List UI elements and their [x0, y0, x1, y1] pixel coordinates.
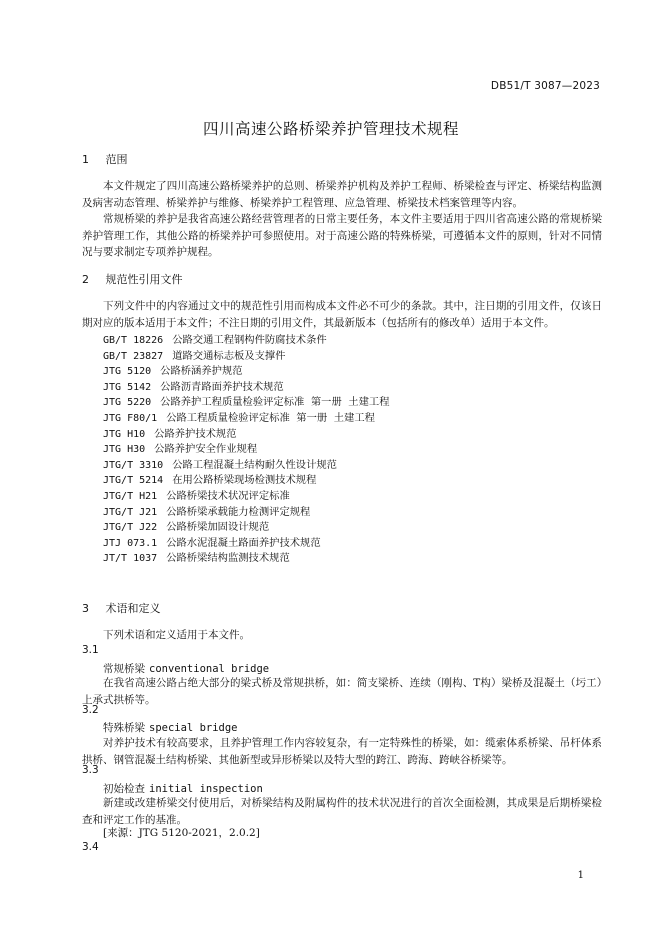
term-name-zh: 初始检查 — [103, 783, 145, 795]
document-code: DB51/T 3087—2023 — [490, 80, 600, 92]
reference-title: 道路交通标志板及支撑件 — [172, 349, 286, 362]
term-name — [103, 661, 269, 676]
reference-title: 公路桥梁加固设计规范 — [166, 521, 270, 534]
reference-code: JTG 5142 — [103, 381, 152, 393]
section-1-heading — [82, 151, 128, 167]
reference-code: JTJ 073.1 — [103, 537, 158, 549]
reference-title: 公路养护工程质量检验评定标准 第一册 土建工程 — [160, 396, 390, 409]
term-name-en: special bridge — [149, 722, 238, 734]
section-2-heading — [82, 271, 183, 287]
reference-item — [103, 427, 390, 443]
reference-item — [103, 458, 390, 474]
terms-intro: 下列术语和定义适用于本文件。 — [103, 629, 250, 641]
term-name-zh: 常规桥梁 — [103, 663, 145, 675]
term-name — [103, 720, 238, 735]
reference-title: 公路沥青路面养护技术规范 — [160, 380, 284, 393]
reference-title: 公路养护技术规范 — [154, 427, 237, 440]
reference-code: JTG/T J21 — [103, 506, 158, 518]
reference-item — [103, 333, 390, 349]
term-source: [来源：JTG 5120-2021，2.0.2] — [103, 827, 260, 839]
reference-title: 公路桥梁承载能力检测评定规程 — [166, 505, 311, 518]
term-name — [103, 781, 263, 796]
scope-paragraph-1: 本文件规定了四川高速公路桥梁养护的总则、桥梁养护机构及养护工程师、桥梁检查与评定、桥梁结构监测及病害动态管理、桥梁养护与维修、桥梁养护工程管理、应急管理、桥梁技术档案管理等内容。 — [82, 180, 602, 209]
reference-code: JTG/T 5214 — [103, 475, 164, 487]
section-number: 3 — [82, 602, 89, 615]
section-title: 规范性引用文件 — [105, 273, 183, 286]
reference-code: JTG H30 — [103, 444, 146, 456]
reference-code: JTG/T H21 — [103, 490, 158, 502]
term-name-zh: 特殊桥梁 — [103, 722, 145, 734]
term-definition: 对养护技术有较高要求，且养护管理工作内容较复杂，有一定特殊性的桥梁，如：缆索体系桥梁、吊杆体系拱桥、钢管混凝土结构桥梁、其他新型或异形桥梁以及特大型的跨江、跨海、跨峡谷桥梁等。 — [82, 737, 602, 766]
reference-item — [103, 364, 390, 380]
reference-item — [103, 505, 390, 521]
reference-title: 公路桥梁结构监测技术规范 — [166, 552, 290, 565]
reference-title: 公路工程混凝土结构耐久性设计规范 — [172, 458, 337, 471]
reference-code: JTG H10 — [103, 428, 146, 440]
reference-item — [103, 473, 390, 489]
reference-item — [103, 395, 390, 411]
term-number: 3.3 — [82, 764, 99, 776]
section-3-heading — [82, 600, 161, 616]
term-name-en: conventional bridge — [149, 663, 270, 675]
reference-item — [103, 551, 390, 567]
reference-code: GB/T 23827 — [103, 350, 164, 362]
section-number: 2 — [82, 273, 89, 286]
reference-code: JTG 5220 — [103, 397, 152, 409]
reference-title: 公路工程质量检验评定标准 第一册 土建工程 — [166, 411, 375, 424]
reference-code: JTG F80/1 — [103, 412, 158, 424]
section-title: 术语和定义 — [105, 602, 161, 615]
section-title: 范围 — [105, 153, 128, 166]
reference-code: JTG/T J22 — [103, 522, 158, 534]
reference-item — [103, 442, 390, 458]
term-definition: 新建或改建桥梁交付使用后，对桥梁结构及附属构件的技术状况进行的首次全面检测，其成果是后期桥梁检查和评定工作的基准。 — [82, 797, 602, 826]
document-title: 四川高速公路桥梁养护管理技术规程 — [202, 120, 459, 138]
references-intro: 下列文件中的内容通过文中的规范性引用而构成本文件必不可少的条款。其中，注日期的引用文件，仅该日期对应的版本适用于本文件；不注日期的引用文件，其最新版本（包括所有的修改单）适用于本文件。 — [82, 300, 602, 329]
reference-title: 公路养护安全作业规程 — [154, 443, 258, 456]
reference-title: 公路水泥混凝土路面养护技术规范 — [166, 536, 321, 549]
page-number: 1 — [577, 870, 584, 881]
reference-item — [103, 349, 390, 365]
reference-code: GB/T 18226 — [103, 335, 164, 346]
section-number: 1 — [82, 153, 89, 166]
reference-item — [103, 520, 390, 536]
reference-item — [103, 380, 390, 396]
term-number: 3.2 — [82, 704, 99, 716]
reference-code: JT/T 1037 — [103, 553, 158, 565]
term-number: 3.1 — [82, 644, 99, 656]
reference-title: 公路桥梁技术状况评定标准 — [166, 489, 290, 502]
term-definition: 在我省高速公路占绝大部分的梁式桥及常规拱桥，如：简支梁桥、连续（刚构、T构）梁桥及混凝土（圬工）上承式拱桥等。 — [82, 677, 602, 706]
reference-item — [103, 411, 390, 427]
term-number: 3.4 — [82, 841, 99, 853]
scope-paragraph-2: 常规桥梁的养护是我省高速公路经营管理者的日常主要任务，本文件主要适用于四川省高速公路的常规桥梁养护管理工作，其他公路的桥梁养护可参照使用。对于高速公路的特殊桥梁，可遵循本文件的原则，针对不同情况与要求制定专项养护规程。 — [82, 213, 602, 258]
term-name-en: initial inspection — [149, 783, 263, 795]
reference-title: 公路交通工程钢构件防腐技术条件 — [172, 334, 327, 346]
reference-item — [103, 536, 390, 552]
reference-item — [103, 489, 390, 505]
normative-references-list — [103, 333, 390, 567]
reference-title: 在用公路桥梁现场检测技术规程 — [172, 474, 317, 487]
reference-code: JTG 5120 — [103, 366, 152, 378]
reference-code: JTG/T 3310 — [103, 459, 164, 471]
reference-title: 公路桥涵养护规范 — [160, 365, 243, 378]
